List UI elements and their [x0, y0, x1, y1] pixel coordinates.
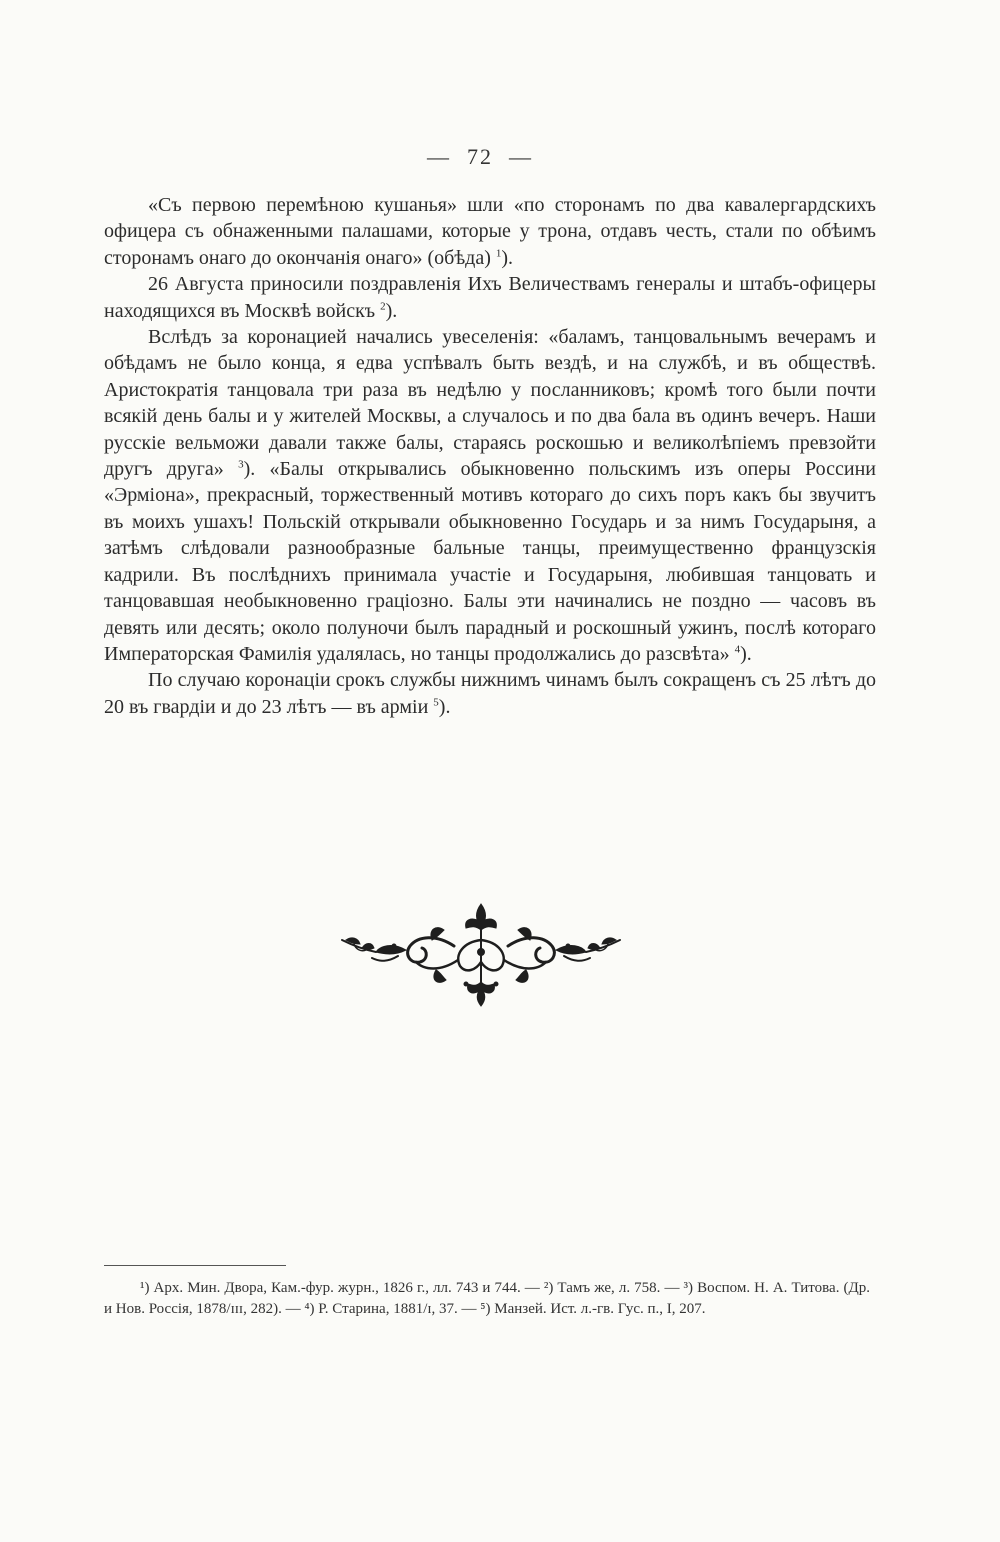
footnote-ref-5: 5: [433, 696, 439, 709]
page-number-value: 72: [467, 144, 493, 169]
paragraph-1-text: «Съ первою перемѣною кушанья» шли «по сторонамъ по два кавалергардскихъ офицера съ обнаженными палашами, которые у трона, отдавъ честь, стали по обѣимъ сторонамъ онаго до окончанія онаго» (обѣда): [104, 194, 876, 269]
paragraph-1: [104, 192, 876, 271]
footnote-divider: [104, 1265, 286, 1266]
paragraph-3: [104, 324, 876, 667]
paragraph-3-text: Вслѣдъ за коронацией начались увеселенія: «баламъ, танцовальнымъ вечерамъ и обѣдамъ не было конца, я едва успѣвалъ быть вездѣ, и на службѣ, и въ обществѣ. Аристократія танцовала три раза въ недѣлю у посланниковъ; кромѣ того были почти всякій день балы и у жителей Москвы, а случалось и по два бала въ одинъ вечеръ. Наши русскіе вельможи давали также балы, стараясь роскошью и великолѣпіемъ превзойти другъ друга»: [104, 326, 876, 481]
main-text: [104, 192, 876, 720]
paragraph-3-text-cont: ). «Балы открывались обыкновенно польскимъ изъ оперы Россини «Эрміона», прекрасный, торжественный мотивъ котораго до сихъ поръ какъ бы звучитъ въ моихъ ушахъ! Польскій открывали обыкновенно Государь и за нимъ Государыня, а затѣмъ слѣдовали разнообразные бальные танцы, преимущественно французскія кадрили. Въ послѣднихъ принимала участіе и Государыня, любившая танцовать и танцовавшая необыкновенно граціозно. Балы эти начинались не поздно — часовъ въ девять или десять; около полуночи былъ парадный и роскошный ужинъ, послѣ котораго Императорская Фамилія удалялась, но танцы продолжались до разсвѣта»: [104, 458, 876, 665]
page-number-dash-right: —: [509, 144, 533, 169]
paragraph-4-close: ).: [438, 695, 451, 718]
page-number: [0, 144, 960, 170]
paragraph-2-text: 26 Августа приносили поздравленія Ихъ Величествамъ генералы и штабъ-офицеры находящихся въ Москвѣ войскъ: [104, 273, 876, 322]
paragraph-1-close: ).: [501, 246, 514, 269]
footnote-ref-3: 3: [238, 458, 244, 471]
page-number-dash-left: —: [427, 144, 451, 169]
paragraph-4-text: По случаю коронаціи срокъ службы нижнимъ чинамъ былъ сокращенъ съ 25 лѣтъ до 20 въ гвардіи и до 23 лѣтъ — въ арміи: [104, 669, 876, 718]
footnote-ref-2: 2: [380, 299, 386, 312]
footnote-ref-1: 1: [495, 247, 502, 260]
paragraph-2: [104, 271, 876, 324]
footnote-ref-4: 4: [734, 643, 741, 656]
footnotes: [104, 1278, 870, 1320]
footnotes-text: ¹) Арх. Мин. Двора, Кам.-фур. журн., 1826 г., лл. 743 и 744. — ²) Тамъ же, л. 758. — ³) Воспом. Н. А. Титова. (Др. и Нов. Россія, 1878/ɪɪɪ, 282). — ⁴) Р. Старина, 1881/ɪ, 37. — ⁵) Манзей. Ист. л.-гв. Гус. п., I, 207.: [104, 1280, 870, 1317]
paragraph-3-close: ).: [740, 642, 752, 665]
floral-ornament-icon: [336, 900, 626, 1010]
paragraph-2-close: ).: [385, 299, 398, 322]
paragraph-4: [104, 667, 876, 720]
